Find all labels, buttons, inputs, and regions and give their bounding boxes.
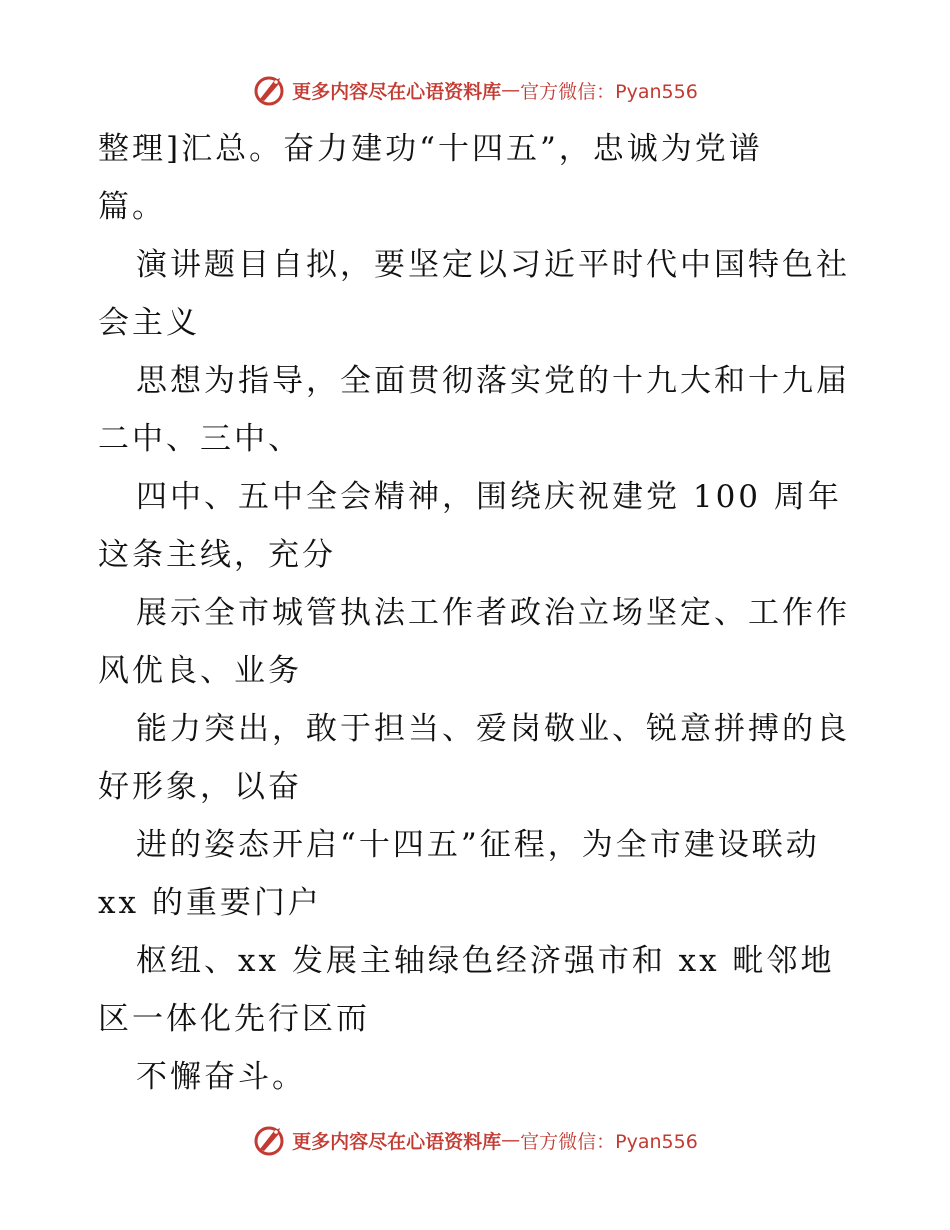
text-line: 区一体化先行区而 (98, 1001, 370, 1037)
text-line: 好形象，以奋 (98, 769, 302, 805)
text-line: 四中、五中全会精神，围绕庆祝建党 100 周年 (136, 479, 842, 515)
banner-separator: — (501, 79, 521, 101)
text-line: xx 的重要门户 (98, 885, 322, 921)
text-line: 不懈奋斗。 (136, 1059, 306, 1095)
footer-banner (0, 1118, 950, 1162)
text-line: 这条主线，充分 (98, 537, 336, 573)
text-line: 枢纽、xx 发展主轴绿色经济强市和 xx 毗邻地 (136, 943, 835, 979)
banner-wechat: 官方微信：Pyan556 (520, 1130, 698, 1153)
text-line: 演讲题目自拟，要坚定以习近平时代中国特色社 (136, 247, 850, 283)
banner-wechat: 官方微信：Pyan556 (520, 80, 698, 103)
text-line: 二中、三中、 (98, 421, 302, 457)
text-line: 篇。 (98, 189, 166, 225)
document-body (98, 120, 858, 1106)
banner-text: 更多内容尽在心语资料库 (292, 1130, 502, 1153)
text-line: 展示全市城管执法工作者政治立场坚定、工作作 (136, 595, 850, 631)
pen-nib-logo-icon (252, 72, 288, 108)
text-line: 进的姿态开启“十四五”征程，为全市建设联动 (136, 827, 820, 863)
banner-text: 更多内容尽在心语资料库 (292, 80, 502, 103)
text-line: 风优良、业务 (98, 653, 302, 689)
header-banner (0, 68, 950, 112)
text-line: 会主义 (98, 305, 200, 341)
pen-nib-logo-icon (252, 1122, 288, 1158)
text-line: 能力突出，敢于担当、爱岗敬业、锐意拼搏的良 (136, 711, 850, 747)
text-line: 思想为指导，全面贯彻落实党的十九大和十九届 (136, 363, 850, 399)
banner-separator: — (501, 1129, 521, 1151)
text-line: 整理]汇总。奋力建功“十四五”，忠诚为党谱 (98, 131, 763, 167)
